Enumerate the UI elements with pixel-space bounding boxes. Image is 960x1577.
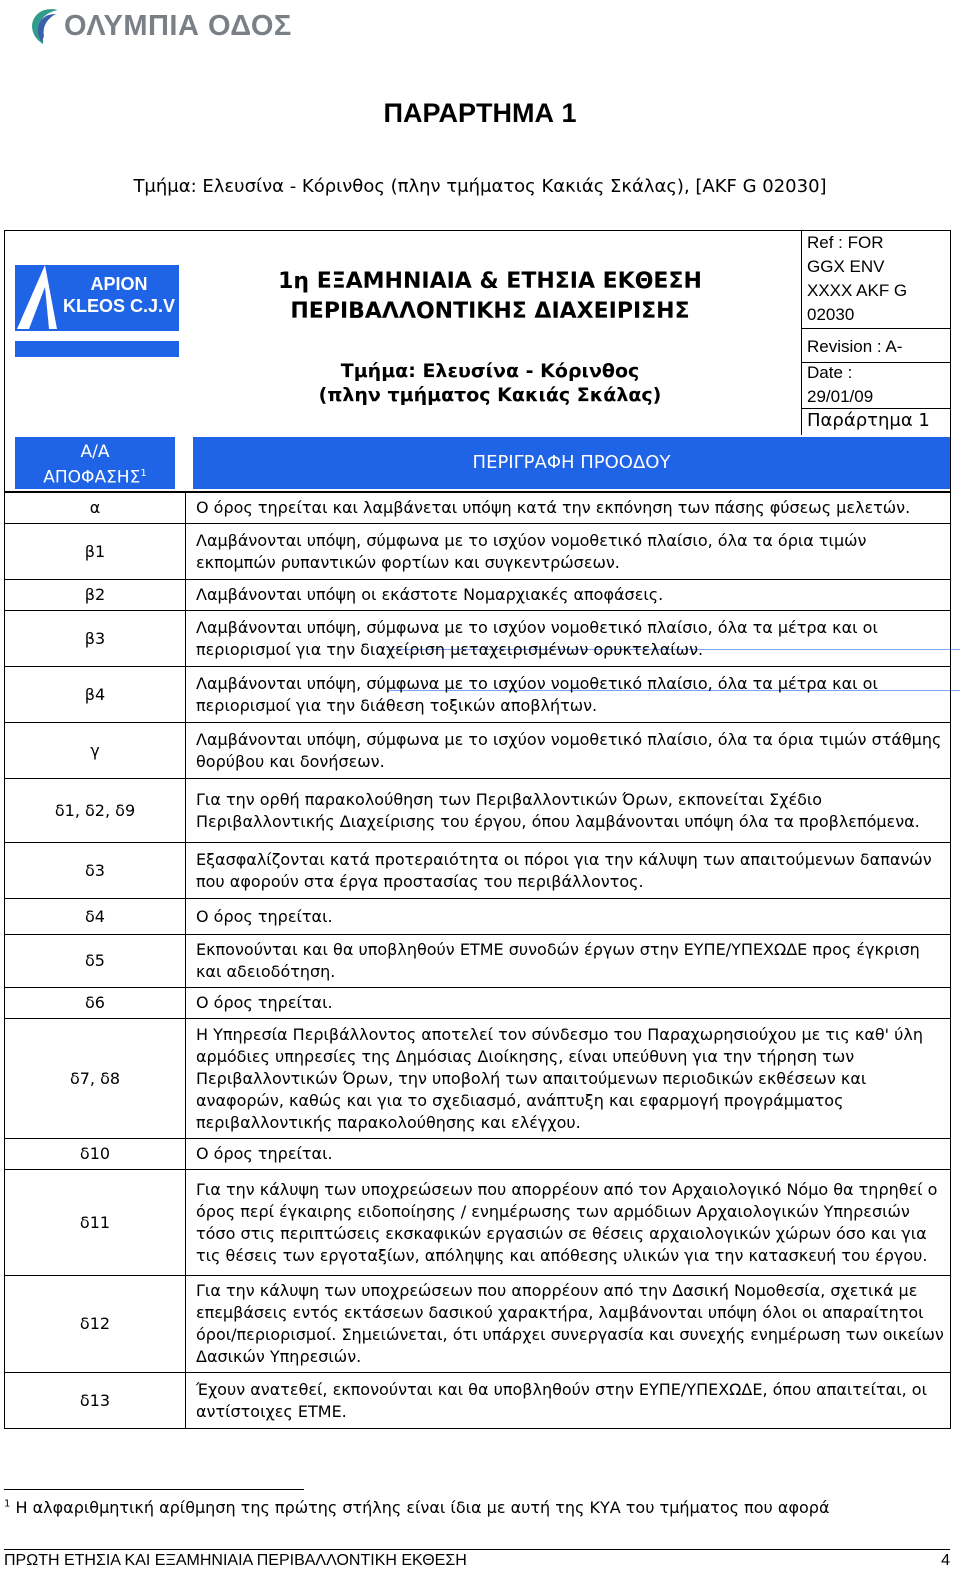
footer-text: ΠΡΩΤΗ ΕΤΗΣΙΑ ΚΑΙ ΕΞΑΜΗΝΙΑΙΑ ΠΕΡΙΒΑΛΛΟΝΤΙΚΗ ΕΚΘΕΣΗ bbox=[4, 1552, 467, 1569]
table-row bbox=[5, 611, 951, 667]
row-text: Έχουν ανατεθεί, εκπονούνται και θα υποβληθούν στην ΕΥΠΕ/ΥΠΕΧΩΔΕ, όπου απαιτείται, οι αντίστοιχες ΕΤΜΕ. bbox=[186, 1373, 951, 1429]
table-row bbox=[5, 667, 951, 723]
ref-box bbox=[802, 231, 951, 329]
row-code: α bbox=[5, 493, 186, 524]
revision-text: Revision : A- bbox=[807, 337, 903, 356]
report-header bbox=[4, 230, 951, 492]
row-code: δ5 bbox=[5, 935, 186, 988]
row-code: β3 bbox=[5, 611, 186, 667]
table-row bbox=[5, 988, 951, 1019]
footnote-rule bbox=[4, 1489, 304, 1490]
row-text: Λαμβάνονται υπόψη, σύμφωνα με το ισχύον νομοθετικό πλαίσιο, όλα τα μέτρα και οι περιορισμοί για την διάθεση τοξικών αποβλήτων. bbox=[186, 667, 951, 723]
table-row bbox=[5, 524, 951, 580]
row-code: δ11 bbox=[5, 1170, 186, 1276]
col-header-aa bbox=[15, 437, 175, 489]
row-code: β2 bbox=[5, 580, 186, 611]
report-sub-line1: Τμήμα: Ελευσίνα - Κόρινθος bbox=[340, 360, 640, 382]
row-text: Ο όρος τηρείται. bbox=[186, 1139, 951, 1170]
annex-box bbox=[802, 409, 951, 437]
row-code: δ12 bbox=[5, 1276, 186, 1373]
footnote-marker: 1 bbox=[140, 468, 147, 479]
table-row bbox=[5, 1019, 951, 1139]
row-code: δ6 bbox=[5, 988, 186, 1019]
row-text: Λαμβάνονται υπόψη, σύμφωνα με το ισχύον νομοθετικό πλαίσιο, όλα τα όρια τιμών εκπομπών ρυπαντικών φορτίων και συγκεντρώσεων. bbox=[186, 524, 951, 580]
report-title-line2: ΠΕΡΙΒΑΛΛΟΝΤΙΚΗΣ ΔΙΑΧΕΙΡΙΣΗΣ bbox=[290, 299, 690, 324]
row-text: Για την κάλυψη των υποχρεώσεων που απορρέουν από τον Αρχαιολογικό Νόμο θα τηρηθεί ο όρος περί έγκαιρης ειδοποίησης / ενημέρωσης των αρμόδιων Αρχαιολογικών Υπηρεσιών τόσο στις περιπτώσεις εκσκαφικών εργασιών σε θέσεις αρχαιολογικών χώρων όσο και για τις θέσεις των εργοταξίων, απόληψης και απόθεσης υλικών για την κατασκευή του έργου. bbox=[186, 1170, 951, 1276]
footnote-text: Η αλφαριθμητική αρίθμηση της πρώτης στήλης είναι ίδια με αυτή της ΚΥΑ του τμήματος που αφορά bbox=[15, 1498, 830, 1517]
table-row bbox=[5, 935, 951, 988]
row-text: Λαμβάνονται υπόψη, σύμφωνα με το ισχύον νομοθετικό πλαίσιο, όλα τα μέτρα και οι περιορισμοί για την διαχείριση μεταχειρισμένων ορυκτελαίων. bbox=[186, 611, 951, 667]
col-desc-label: ΠΕΡΙΓΡΑΦΗ ΠΡΟΟΔΟΥ bbox=[472, 452, 671, 473]
table-row bbox=[5, 1139, 951, 1170]
row-text: Λαμβάνονται υπόψη, σύμφωνα με το ισχύον νομοθετικό πλαίσιο, όλα τα όρια τιμών στάθμης θορύβου και δονήσεων. bbox=[186, 723, 951, 779]
col-aa-line2: ΑΠΟΦΑΣΗΣ bbox=[43, 467, 141, 488]
olympia-odos-logo bbox=[26, 6, 292, 46]
page-footer bbox=[4, 1549, 950, 1570]
row-code: δ13 bbox=[5, 1373, 186, 1429]
footnote bbox=[4, 1498, 830, 1517]
table-row bbox=[5, 779, 951, 843]
date-label: Date : bbox=[807, 363, 853, 382]
swirl-icon bbox=[26, 6, 60, 46]
footnote-marker: 1 bbox=[4, 1498, 11, 1510]
report-title-line1: 1η ΕΞΑΜΗΝΙΑΙΑ & ΕΤΗΣΙΑ ΕΚΘΕΣΗ bbox=[278, 269, 702, 294]
row-text: Εκπονούνται και θα υποβληθούν ΕΤΜΕ συνοδών έργων στην ΕΥΠΕ/ΥΠΕΧΩΔΕ προς έγκριση και αδειοδότηση. bbox=[186, 935, 951, 988]
table-row bbox=[5, 899, 951, 935]
row-text: Η Υπηρεσία Περιβάλλοντος αποτελεί τον σύνδεσμο του Παραχωρησιούχου με τις καθ' ύλη αρμόδιες υπηρεσίες της Δημόσιας Διοίκησης, είναι υπεύθυνη για την τήρηση των Περιβαλλοντικών Όρων, την υποβολή των απαιτούμενων περιοδικών εκθέσεων και αναφορών, καθώς και για το σχεδιασμό, ανάπτυξη και εφαρμογή προγράμματος περιβαλλοντικής παρακολούθησης και ελέγχου. bbox=[186, 1019, 951, 1139]
table-row bbox=[5, 1170, 951, 1276]
row-code: β1 bbox=[5, 524, 186, 580]
row-text: Για την ορθή παρακολούθηση των Περιβαλλοντικών Όρων, εκπονείται Σχέδιο Περιβαλλοντικής Διαχείρισης του έργου, όπου λαμβάνονται υπόψη όλα τα προβλεπόμενα. bbox=[186, 779, 951, 843]
row-text: Ο όρος τηρείται. bbox=[186, 988, 951, 1019]
row-text: Ο όρος τηρείται. bbox=[186, 899, 951, 935]
reference-column bbox=[801, 231, 951, 435]
logo-text: ΟΛΥΜΠΙΑ ΟΔΟΣ bbox=[64, 9, 292, 42]
row-code: δ10 bbox=[5, 1139, 186, 1170]
brand-bar bbox=[15, 341, 179, 357]
row-text: Λαμβάνονται υπόψη οι εκάστοτε Νομαρχιακές αποφάσεις. bbox=[186, 580, 951, 611]
annex-title: ΠΑΡΑΡΤΗΜΑ 1 bbox=[383, 98, 577, 128]
ref-line: XXXX AKF G bbox=[807, 281, 908, 300]
row-code: δ4 bbox=[5, 899, 186, 935]
date-box bbox=[802, 361, 951, 409]
report-sub-line2: (πλην τμήματος Κακιάς Σκάλας) bbox=[318, 384, 662, 406]
table-row bbox=[5, 580, 951, 611]
row-text: Για την κάλυψη των υποχρεώσεων που απορρέουν από την Δασική Νομοθεσία, σχετικά με επεμβάσεις εντός εκτάσεων δασικού χαρακτήρα, λαμβάνονται υπόψη όλοι οι απαραίτητοι όροι/περιορισμοί. Σημειώνεται, ότι υπάρχει συνεργασία και συνεχής ενημέρωση των οικείων Δασικών Υπηρεσιών. bbox=[186, 1276, 951, 1373]
ref-line: Ref : FOR bbox=[807, 233, 884, 252]
ref-line: 02030 bbox=[807, 305, 855, 324]
page-number: 4 bbox=[941, 1552, 950, 1569]
row-code: δ1, δ2, δ9 bbox=[5, 779, 186, 843]
progress-table bbox=[4, 492, 951, 1429]
revision-box bbox=[802, 335, 951, 363]
table-row bbox=[5, 723, 951, 779]
col-header-desc bbox=[193, 437, 950, 489]
ref-line: GGX ENV bbox=[807, 257, 885, 276]
table-row bbox=[5, 1373, 951, 1429]
row-code: δ3 bbox=[5, 843, 186, 899]
row-code: δ7, δ8 bbox=[5, 1019, 186, 1139]
triangle-icon bbox=[15, 265, 65, 331]
brand-logo-text: APION KLEOS C.J.V bbox=[62, 274, 176, 316]
col-aa-line1: Α/Α bbox=[80, 442, 110, 462]
row-text: Ο όρος τηρείται και λαμβάνεται υπόψη κατά την εκπόνηση των πάσης φύσεως μελετών. bbox=[186, 493, 951, 524]
date-value: 29/01/09 bbox=[807, 387, 874, 406]
annex-label: Παράρτημα 1 bbox=[807, 410, 930, 431]
row-code: β4 bbox=[5, 667, 186, 723]
report-title bbox=[195, 267, 785, 327]
table-row bbox=[5, 1276, 951, 1373]
apion-kleos-logo bbox=[15, 265, 179, 331]
table-row bbox=[5, 843, 951, 899]
report-subtitle bbox=[195, 359, 785, 407]
table-row bbox=[5, 493, 951, 524]
row-text: Εξασφαλίζονται κατά προτεραιότητα οι πόροι για την κάλυψη των απαιτούμενων δαπανών που αφορούν στα έργα προστασίας του περιβάλλοντος. bbox=[186, 843, 951, 899]
section-line: Τμήμα: Ελευσίνα - Κόρινθος (πλην τμήματος Κακιάς Σκάλας), [AKF G 02030] bbox=[133, 176, 827, 197]
row-code: γ bbox=[5, 723, 186, 779]
